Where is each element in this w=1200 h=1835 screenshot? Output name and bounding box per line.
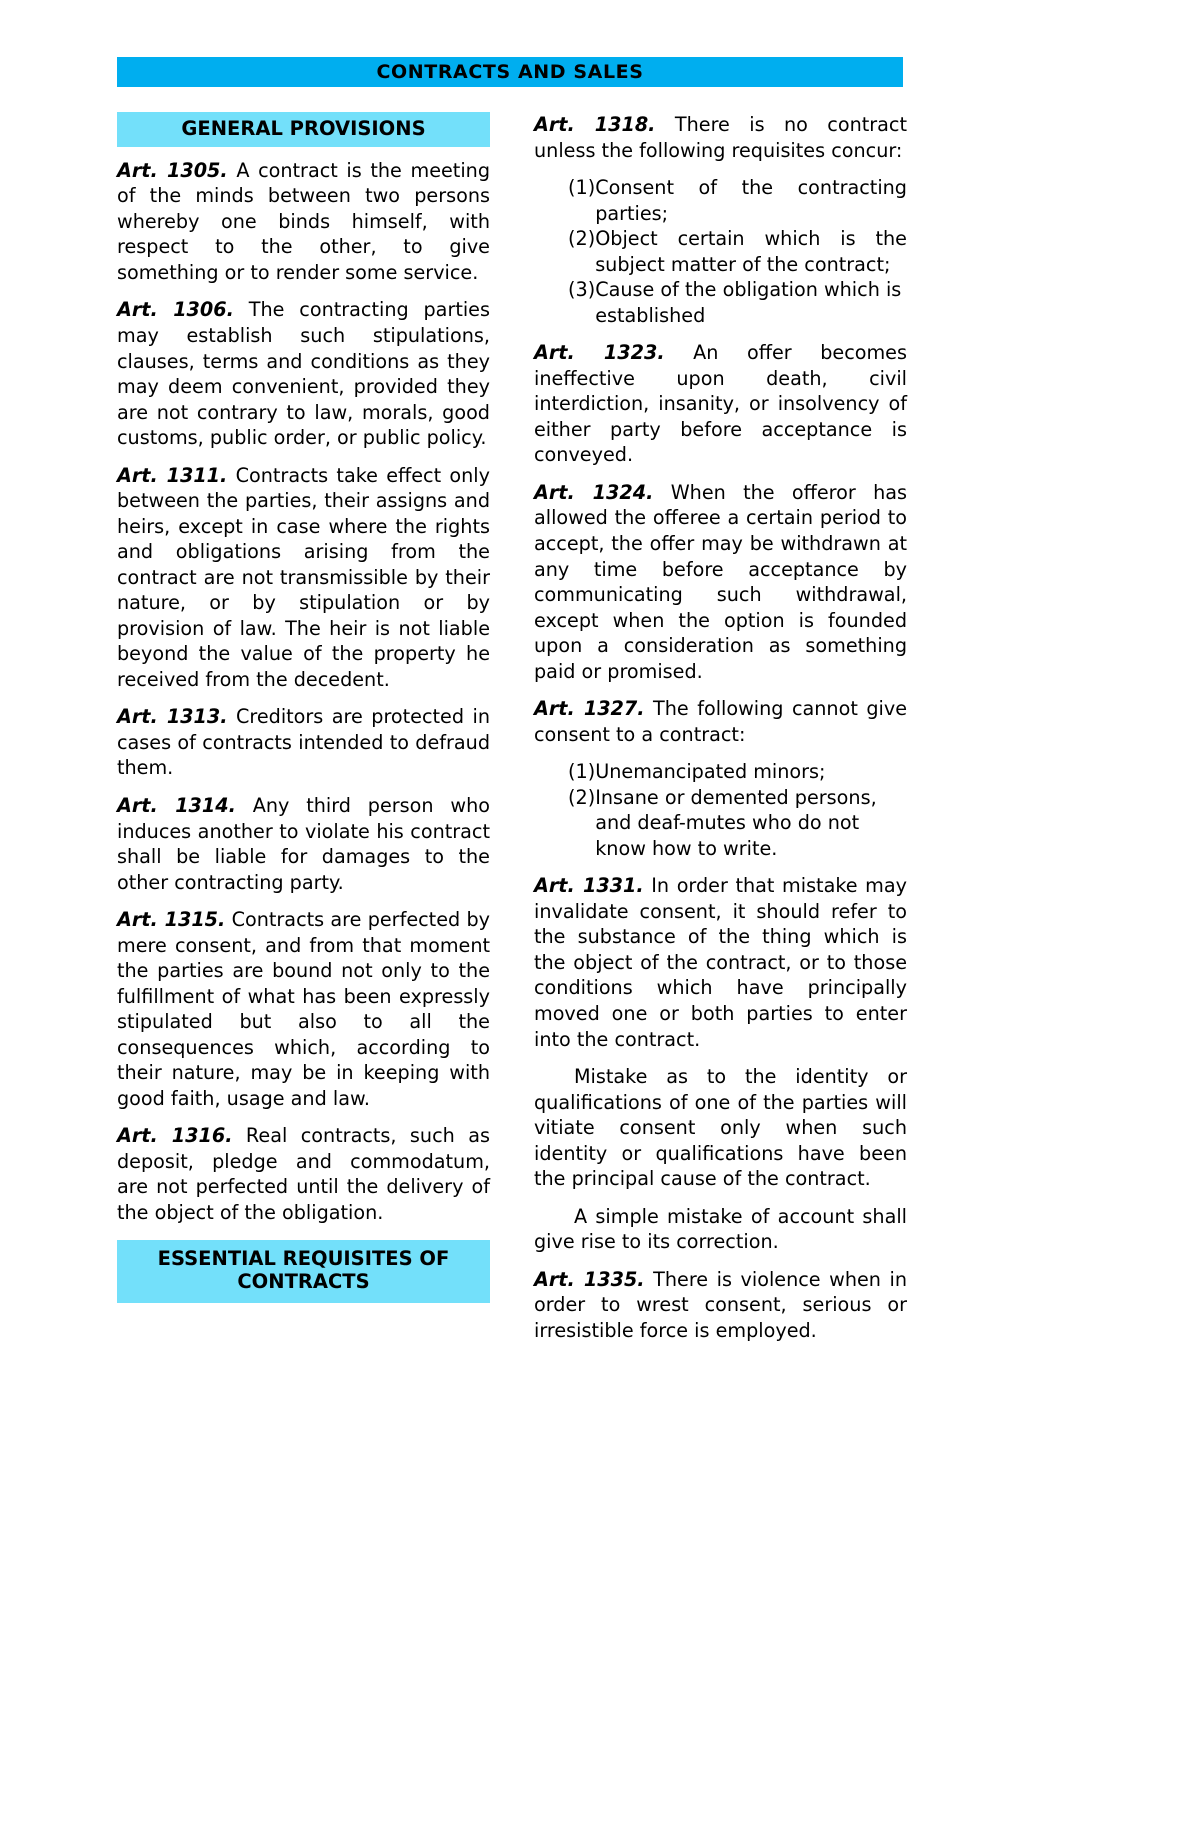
article-1315-label: Art. 1315. — [117, 908, 226, 932]
article-1335 — [534, 1267, 907, 1344]
list-item-label: Unemancipated minors; — [595, 760, 826, 784]
list-item-number: (1) — [568, 176, 596, 200]
section-header-2-label: ESSENTIAL REQUISITES OF CONTRACTS — [157, 1246, 450, 1294]
article-1318-text: There is no contract unless the following requisites concur: — [534, 113, 907, 162]
list-item — [568, 175, 907, 226]
list-item-number: (1) — [568, 760, 596, 784]
article-1331-paragraph-2: Mistake as to the identity or qualifications of one of the parties will vitiate consent only when such identity or qualifications have been the principal cause of the contract. — [534, 1065, 907, 1191]
article-1331 — [534, 873, 907, 1052]
article-1316-label: Art. 1316. — [117, 1124, 233, 1148]
article-1324 — [534, 480, 907, 684]
article-1306-label: Art. 1306. — [117, 298, 234, 322]
document-title: CONTRACTS AND SALES — [376, 60, 644, 83]
article-1316 — [117, 1123, 490, 1225]
section-header-label: GENERAL PROVISIONS — [181, 117, 426, 140]
article-1311-label: Art. 1311. — [117, 463, 228, 487]
list-item — [568, 785, 907, 862]
article-1316-text: Real contracts, such as deposit, pledge and commodatum, are not perfected until the delivery of the object of the obligation. — [117, 1124, 490, 1224]
list-item-number: (2) — [568, 227, 596, 251]
article-1324-text: When the offeror has allowed the offeree a certain period to accept, the offer may be withdrawn at any time before acceptance by communicating such withdrawal, except when the option is founded upon a consideration as something paid or promised. — [534, 480, 907, 683]
article-1314 — [117, 793, 490, 895]
list-item-label: Object certain which is the subject matter of the contract; — [595, 227, 907, 276]
document-title-banner — [117, 57, 903, 87]
list-item-label: Consent of the contracting parties; — [595, 176, 907, 225]
list-item-label: Cause of the obligation which is established — [595, 278, 902, 327]
article-1318-label: Art. 1318. — [534, 113, 656, 136]
article-1318 — [534, 112, 907, 163]
article-1314-label: Art. 1314. — [117, 794, 236, 817]
article-1318-requisites-list — [534, 175, 907, 328]
article-1311 — [117, 463, 490, 693]
article-1313-label: Art. 1313. — [117, 705, 228, 729]
article-1323-text: An offer becomes ineffective upon death, civil interdiction, insanity, or insolvency of either party before acceptance is conveyed. — [534, 341, 907, 467]
left-column — [117, 112, 490, 1314]
section-header-essential-requisites — [117, 1240, 490, 1304]
right-column — [534, 112, 907, 1343]
article-1305-text: A contract is the meeting of the minds between two persons whereby one binds himself, with respect to the other, to give something or to render some service. — [117, 158, 490, 284]
list-item-number: (3) — [568, 278, 596, 302]
article-1331-text: In order that mistake may invalidate consent, it should refer to the substance of the thing which is the object of the contract, or to those conditions which have principally moved one or both parties to enter into the contract. — [534, 874, 907, 1051]
article-1327 — [534, 696, 907, 747]
article-1331-paragraph-3: A simple mistake of account shall give rise to its correction. — [534, 1204, 907, 1254]
article-1313-text: Creditors are protected in cases of contracts intended to defraud them. — [117, 705, 490, 780]
article-1335-label: Art. 1335. — [534, 1267, 645, 1291]
article-1327-label: Art. 1327. — [534, 697, 645, 721]
article-1305-label: Art. 1305. — [117, 158, 228, 182]
article-1315 — [117, 907, 490, 1111]
article-1323-label: Art. 1323. — [534, 341, 665, 365]
article-1305 — [117, 158, 490, 286]
article-1315-text: Contracts are perfected by mere consent, and from that moment the parties are bound not only to the fulfillment of what has been expressly stipulated but also to all the consequences which, according to their nature, may be in keeping with good faith, usage and law. — [117, 908, 490, 1110]
list-item — [568, 277, 907, 328]
article-1335-text: There is violence when in order to wrest consent, serious or irresistible force is employed. — [534, 1267, 907, 1342]
list-item — [568, 226, 907, 277]
article-1306-text: The contracting parties may establish such stipulations, clauses, terms and conditions as they may deem convenient, provided they are not contrary to law, morals, good customs, public order, or public policy. — [117, 298, 490, 450]
article-1314-text: Any third person who induces another to violate his contract shall be liable for damages to the other contracting party. — [117, 794, 490, 894]
article-1313 — [117, 704, 490, 781]
article-1311-text: Contracts take effect only between the parties, their assigns and heirs, except in case where the rights and obligations arising from the contract are not transmissible by their nature, or by stipulation or by provision of law. The heir is not liable beyond the value of the property he received from the decedent. — [117, 463, 490, 691]
list-item — [568, 759, 907, 785]
list-item-number: (2) — [568, 785, 596, 809]
article-1331-label: Art. 1331. — [534, 874, 644, 898]
section-header-general-provisions — [117, 112, 490, 147]
article-1323 — [534, 340, 907, 468]
article-1327-incapacity-list — [534, 759, 907, 861]
article-1327-text: The following cannot give consent to a contract: — [534, 697, 908, 746]
article-1324-label: Art. 1324. — [534, 480, 654, 504]
two-column-body — [117, 112, 907, 1343]
article-1306 — [117, 297, 490, 450]
list-item-label: Insane or demented persons, and deaf-mutes who do not know how to write. — [595, 785, 877, 860]
